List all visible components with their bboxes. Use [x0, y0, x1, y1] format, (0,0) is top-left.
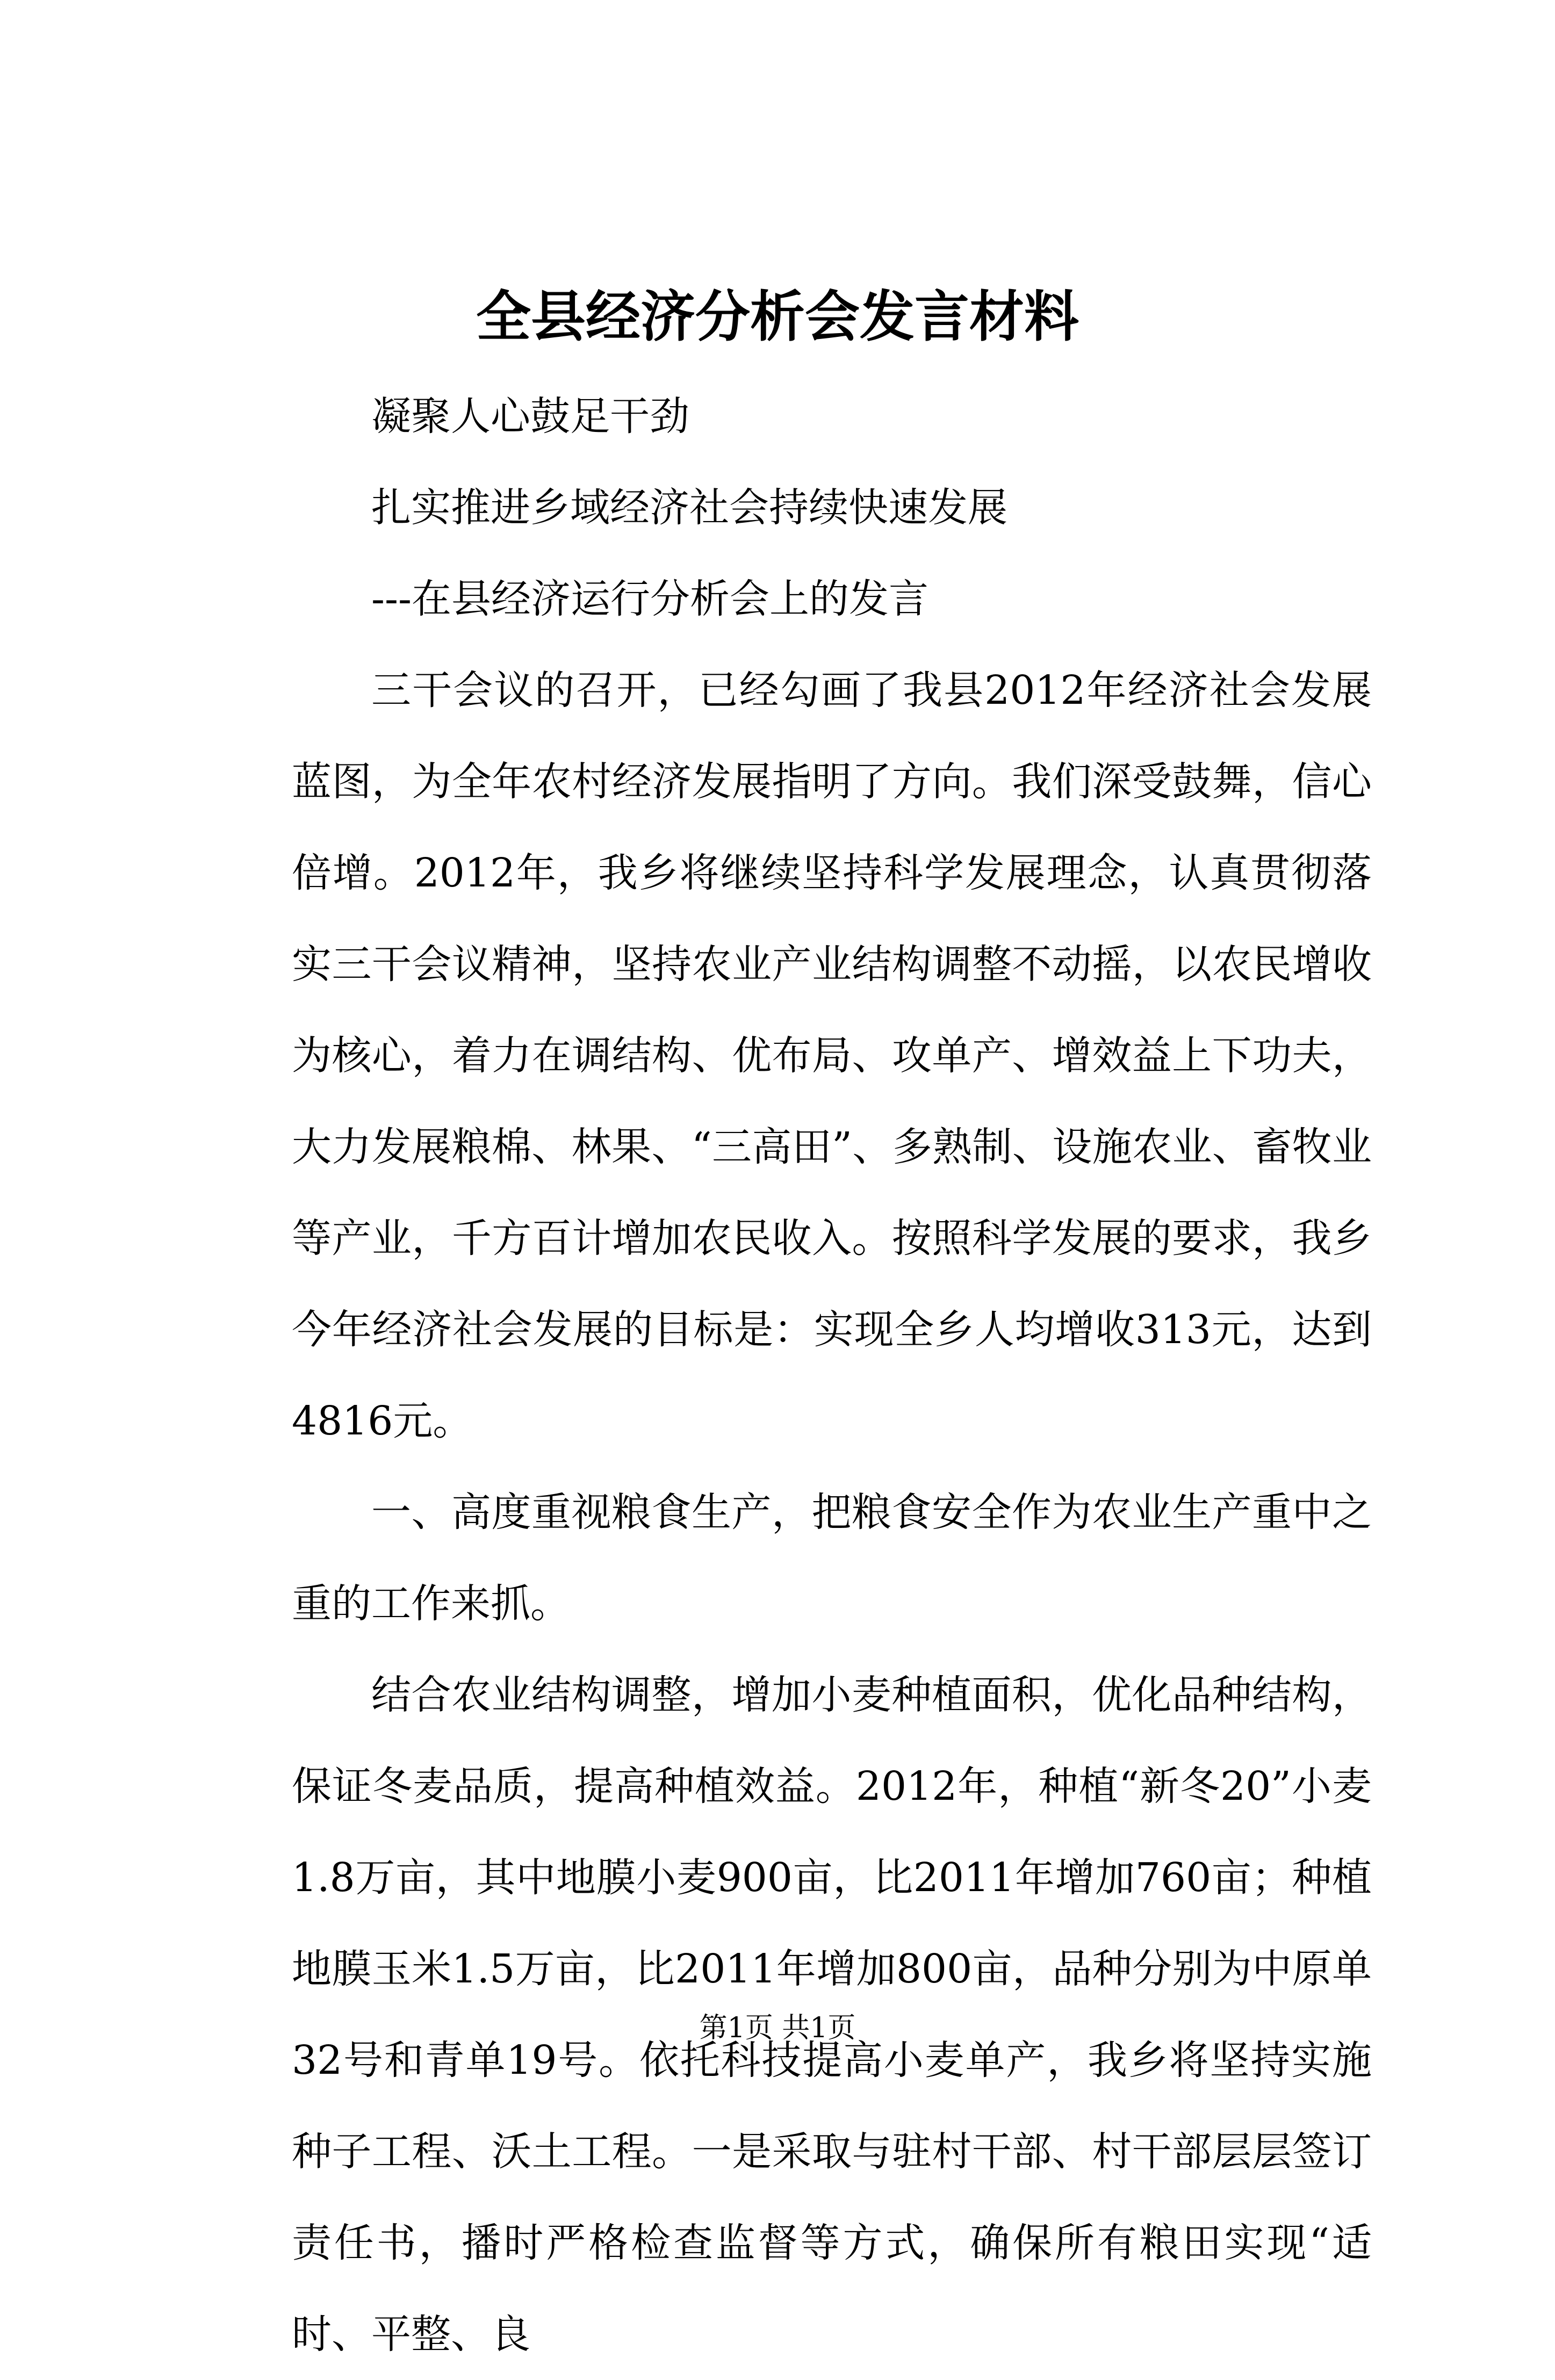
subtitle-line-1: 凝聚人心鼓足干劲 — [371, 393, 689, 439]
page-footer: 第1页 共1页 — [699, 2012, 856, 2044]
document-title: 全县经济分析会发言材料 — [476, 285, 1079, 349]
body-paragraph: 三干会议的召开，已经勾画了我县2012年经济社会发展蓝图，为全年农村经济发展指明了方向。我们深受鼓舞，信心倍增。2012年，我乡将继续坚持科学发展理念，认真贯彻落实三干会议精神，坚持农业产业结构调整不动摇，以农民增收为核心，着力在调结构、优布局、攻单产、增效益上下功夫，大力发展粮棉、林果、“三高田”、多熟制、设施农业、畜牧业等产业，千方百计增加农民收入。按照科学发展的要求，我乡今年经济社会发展的目标是：实现全乡人均增收313元，达到4816元。 — [292, 667, 1372, 1444]
body-paragraph: 一、高度重视粮食生产，把粮食安全作为农业生产重中之重的工作来抓。 — [292, 1489, 1372, 1627]
subtitle-line-2: 扎实推进乡域经济社会持续快速发展 — [371, 485, 1007, 531]
body-paragraph: 结合农业结构调整，增加小麦种植面积，优化品种结构，保证冬麦品质，提高种植效益。2012年，种植“新冬20”小麦1.8万亩，其中地膜小麦900亩，比2011年增加760亩；种植地膜玉米1.5万亩，比2011年增加800亩，品种分别为中原单32号和青单19号。依托科技提高小麦单产，我乡将坚持实施种子工程、沃土工程。一是采取与驻村干部、村干部层层签订责任书，播时严格检查监督等方式，确保所有粮田实现“适时、平整、良 — [292, 1672, 1372, 2357]
subtitle-line-3: ---在县经济运行分析会上的发言 — [371, 576, 929, 622]
document-body — [292, 371, 1372, 2380]
